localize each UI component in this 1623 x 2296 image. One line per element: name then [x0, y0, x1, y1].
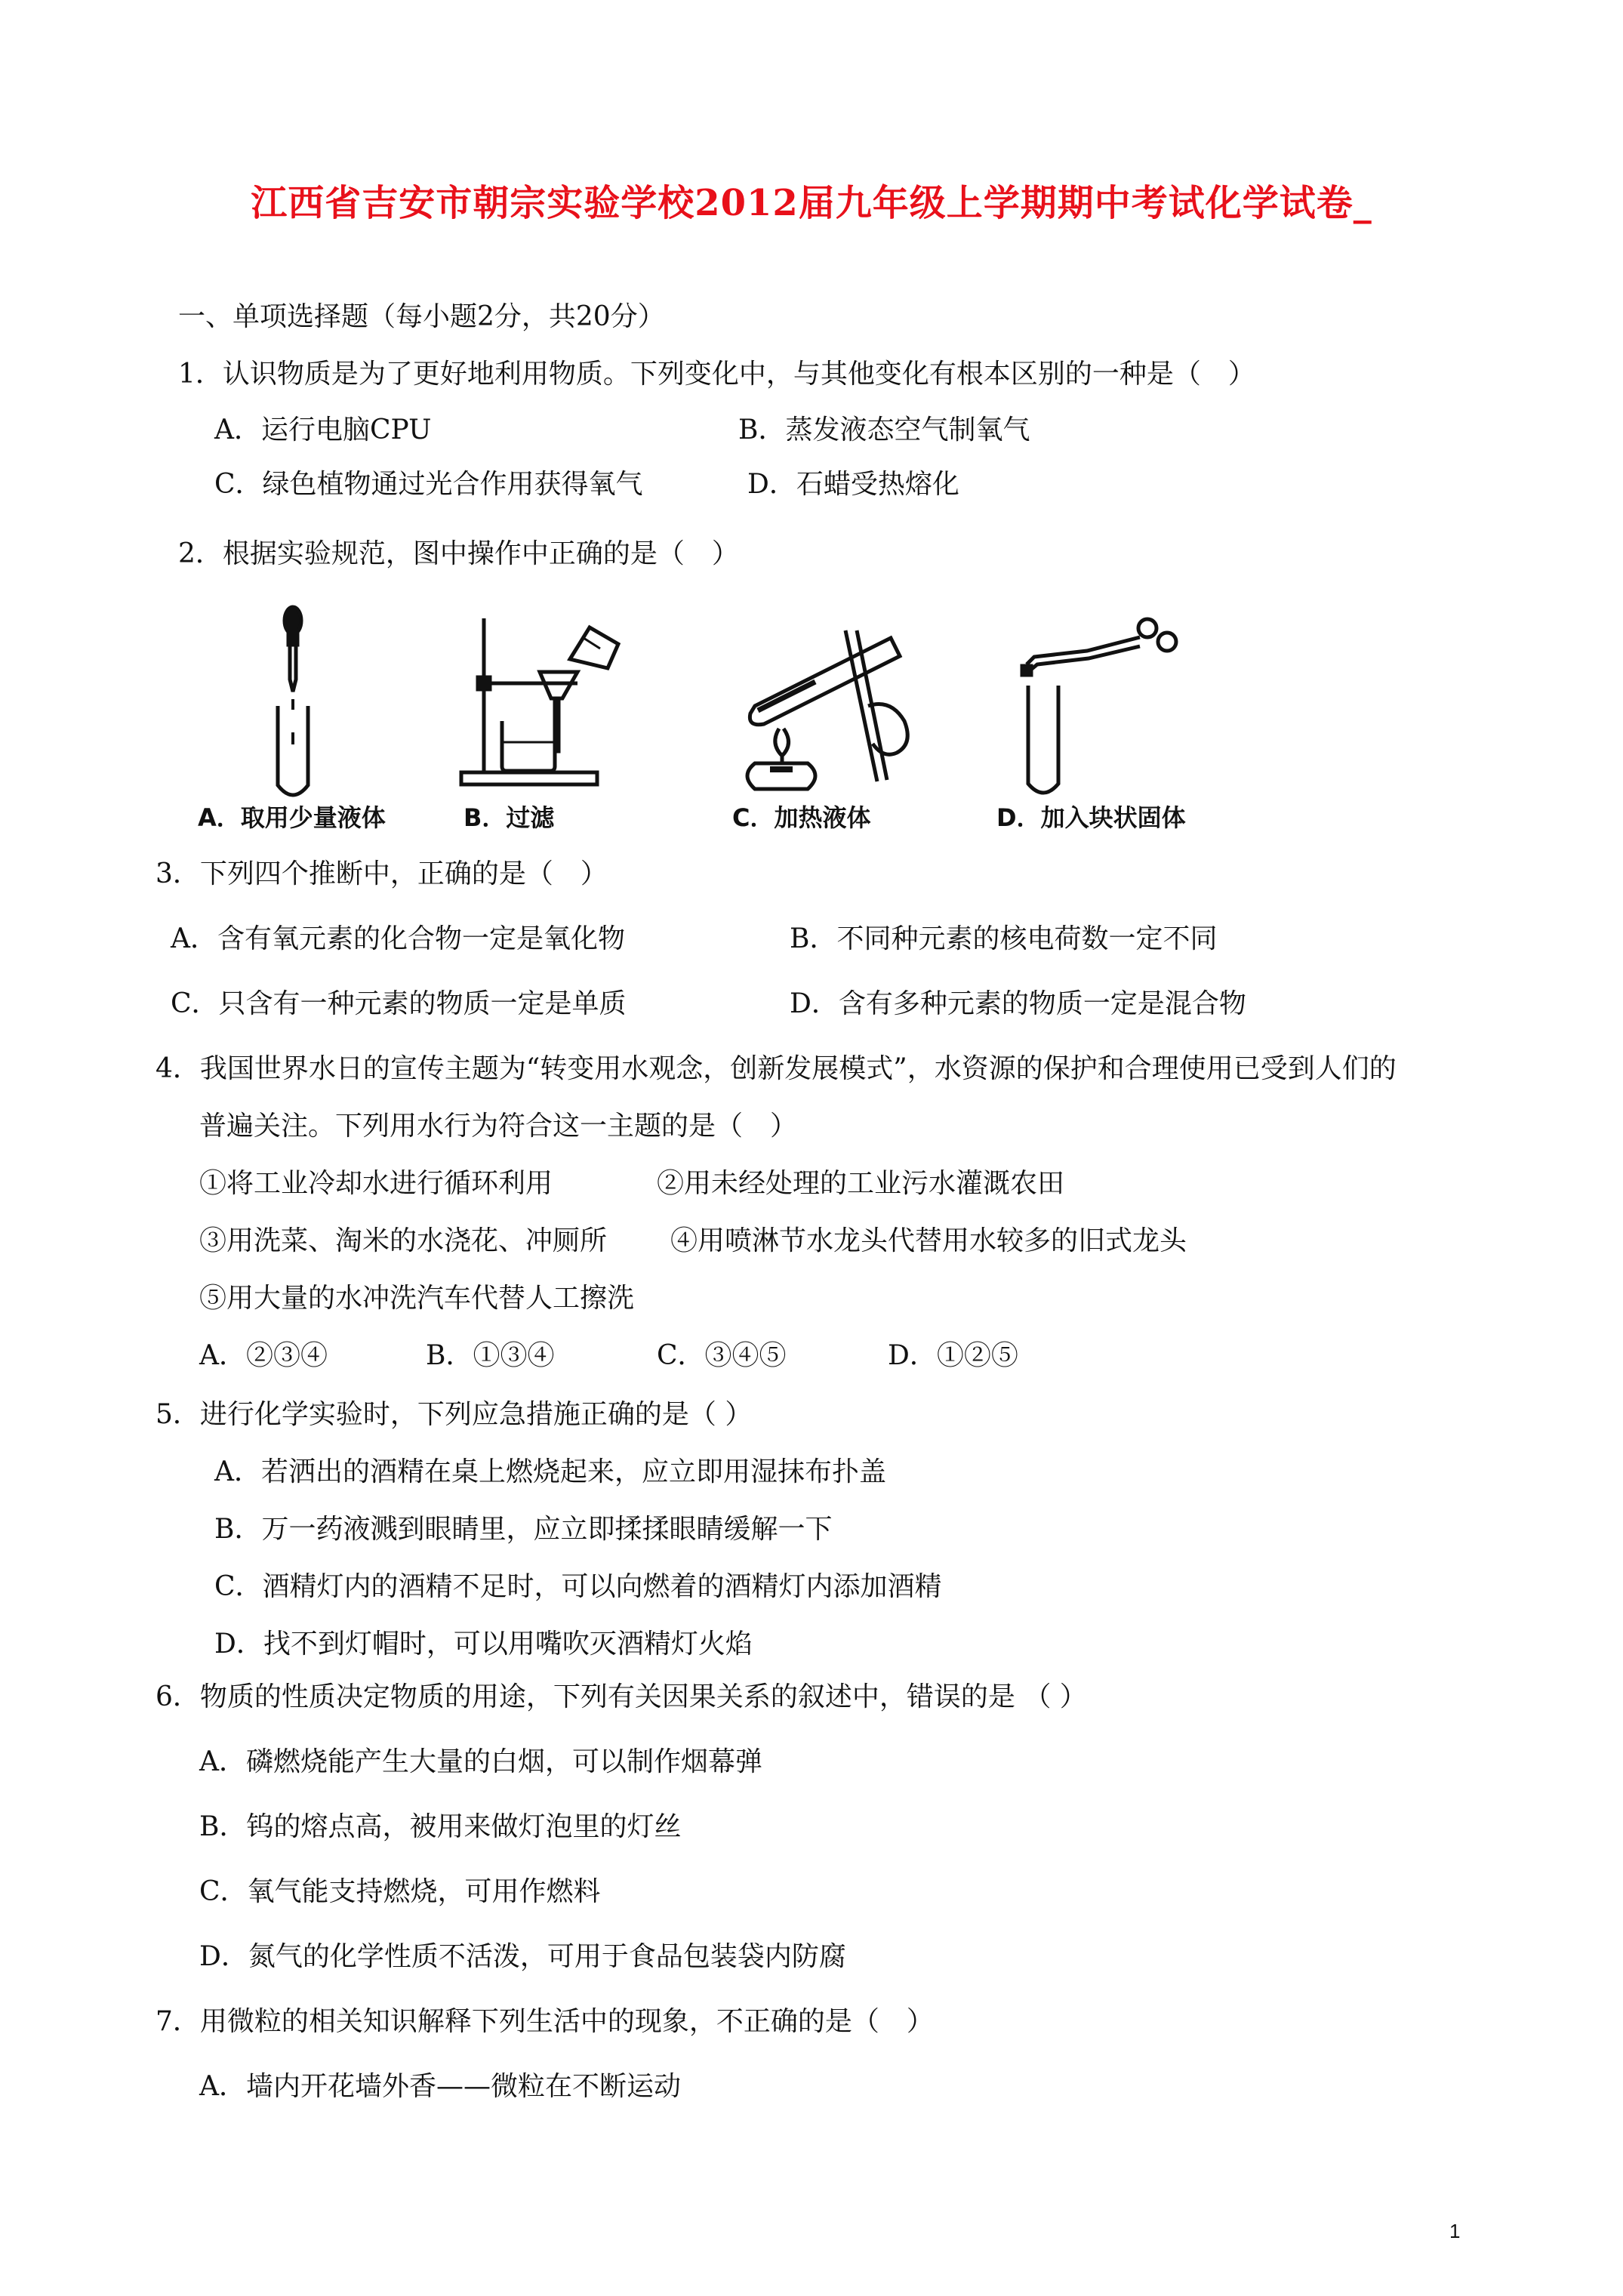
q2-stem: 2．根据实验规范，图中操作中正确的是（ ） — [178, 538, 739, 569]
q1-option-b: B．蒸发液态空气制氧气 — [738, 415, 1030, 445]
q5-option-c: C．酒精灯内的酒精不足时，可以向燃着的酒精灯内添加酒精 — [214, 1571, 942, 1602]
q2-caption-d: D．加入块状固体 — [996, 803, 1186, 832]
q3-option-c: C．只含有一种元素的物质一定是单质 — [171, 988, 627, 1019]
q4-stem-line2: 普遍关注。下列用水行为符合这一主题的是（ ） — [199, 1111, 798, 1142]
filtration-figure — [457, 608, 645, 789]
q3-option-a: A．含有氧元素的化合物一定是氧化物 — [171, 923, 625, 954]
page-number: 1 — [1449, 2220, 1461, 2242]
dropper-figure — [264, 604, 355, 800]
q6-option-d: D．氮气的化学性质不活泼，可用于食品包装袋内防腐 — [199, 1941, 846, 1972]
q6-stem: 6．物质的性质决定物质的用途，下列有关因果关系的叙述中，错误的是 （ ） — [156, 1681, 1087, 1712]
q2-caption-a: A．取用少量液体 — [198, 803, 386, 832]
q3-option-b: B．不同种元素的核电荷数一定不同 — [790, 923, 1218, 954]
q6-option-a: A．磷燃烧能产生大量的白烟，可以制作烟幕弹 — [199, 1746, 762, 1777]
heating-figure — [725, 615, 944, 797]
q3-stem: 3．下列四个推断中，正确的是（ ） — [156, 858, 608, 889]
q4-option-a: A．②③④ — [199, 1340, 328, 1371]
q6-option-c: C．氧气能支持燃烧，可用作燃料 — [199, 1876, 601, 1907]
q1-option-d: D．石蜡受热熔化 — [747, 469, 959, 500]
q4-item-1: ①将工业冷却水进行循环利用 — [199, 1168, 553, 1199]
q4-option-d: D．①②⑤ — [888, 1340, 1018, 1371]
q4-item-5: ⑤用大量的水冲洗汽车代替人工擦洗 — [199, 1283, 635, 1314]
q1-option-a: A．运行电脑CPU — [214, 415, 432, 445]
q4-option-b: B．①③④ — [426, 1340, 555, 1371]
q4-stem-line1: 4．我国世界水日的宣传主题为“转变用水观念，创新发展模式”，水资源的保护和合理使用已受到人们的 — [156, 1053, 1397, 1084]
q5-stem: 5．进行化学实验时，下列应急措施正确的是（ ） — [156, 1399, 753, 1430]
q4-item-3: ③用洗菜、淘米的水浇花、冲厕所 — [199, 1225, 608, 1256]
q3-option-d: D．含有多种元素的物质一定是混合物 — [790, 988, 1246, 1019]
q2-caption-c: C．加热液体 — [732, 803, 871, 832]
q7-option-a: A．墙内开花墙外香——微粒在不断运动 — [199, 2071, 681, 2102]
q4-item-4: ④用喷淋节水龙头代替用水较多的旧式龙头 — [670, 1225, 1187, 1256]
q2-caption-b: B．过滤 — [463, 803, 555, 832]
q1-stem: 1．认识物质是为了更好地利用物质。下列变化中，与其他变化有根本区别的一种是（ ） — [178, 359, 1255, 390]
q4-item-2: ②用未经处理的工业污水灌溉农田 — [657, 1168, 1065, 1199]
section-heading: 一、单项选择题（每小题2分，共20分） — [178, 301, 665, 332]
q7-stem: 7．用微粒的相关知识解释下列生活中的现象，不正确的是（ ） — [156, 2006, 934, 2037]
q5-option-b: B．万一药液溅到眼睛里，应立即揉揉眼睛缓解一下 — [214, 1514, 833, 1545]
tweezers-figure — [1012, 612, 1185, 800]
q5-option-d: D．找不到灯帽时，可以用嘴吹灭酒精灯火焰 — [214, 1629, 753, 1660]
q1-option-c: C．绿色植物通过光合作用获得氧气 — [214, 469, 643, 500]
q4-option-c: C．③④⑤ — [657, 1340, 787, 1371]
exam-title: 江西省吉安市朝宗实验学校2012届九年级上学期期中考试化学试卷_ — [251, 182, 1372, 224]
q6-option-b: B．钨的熔点高，被用来做灯泡里的灯丝 — [199, 1811, 682, 1842]
q5-option-a: A．若洒出的酒精在桌上燃烧起来，应立即用湿抹布扑盖 — [214, 1456, 886, 1487]
